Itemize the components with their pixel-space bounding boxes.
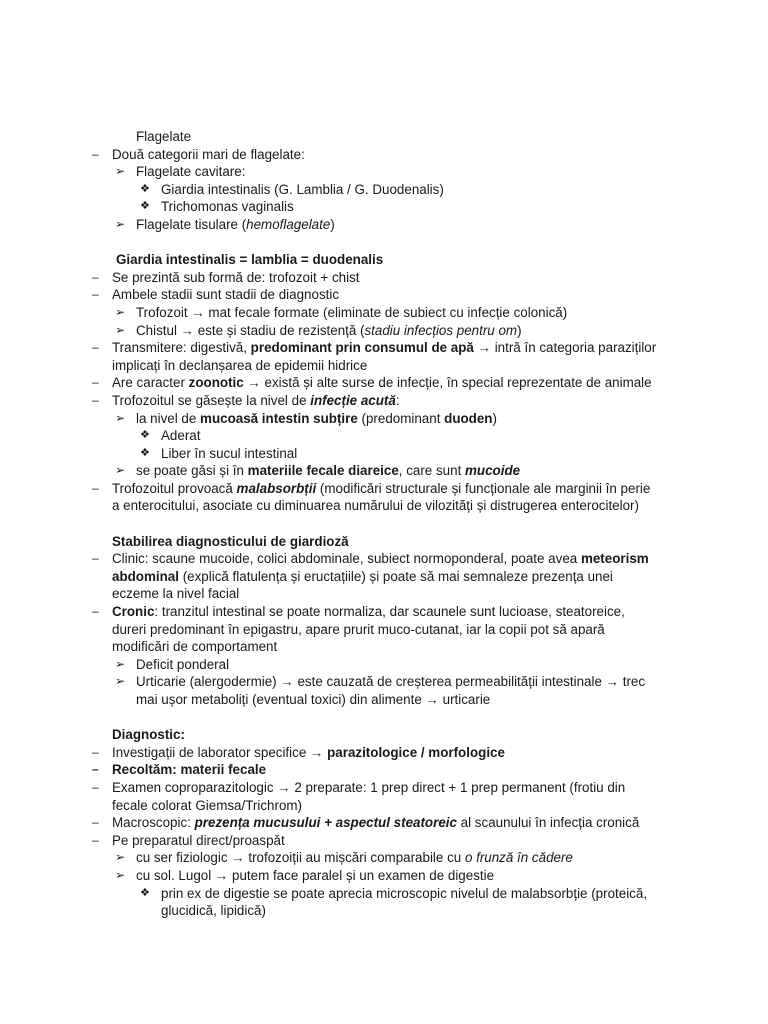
list-item: ❖ Aderat	[140, 428, 201, 444]
list-item: ❖ prin ex de digestie se poate aprecia microscopic nivelul de malabsorbție (proteică,	[140, 885, 648, 901]
list-item: – Ambele stadii sunt stadii de diagnostic	[92, 287, 340, 303]
list-item: ➢ Deficit ponderal	[115, 656, 230, 672]
dash-bullet: –	[92, 375, 99, 390]
list-item-continuation: mai ușor metaboliți (eventual toxici) din alimente → urticarie	[136, 692, 491, 707]
list-item: ➢ Flagelate cavitare:	[115, 164, 246, 180]
list-item: ➢ cu sol. Lugol → putem face paralel și un examen de digestie	[115, 867, 495, 883]
list-item-continuation: implicați în declanșarea de epidemii hidrice	[112, 357, 368, 373]
dash-bullet: –	[92, 604, 99, 619]
arrow-bullet-icon: ➢	[115, 867, 126, 882]
diamond-bullet-icon: ❖	[140, 446, 150, 459]
list-item: – Are caracter zoonotic → există și alte surse de infecție, în special reprezentate de animale	[92, 375, 652, 391]
dash-bullet: –	[92, 551, 99, 566]
arrow-bullet-icon: ➢	[115, 850, 126, 865]
arrow-bullet-icon: ➢	[115, 304, 126, 319]
list-item-continuation: abdominal (explică flatulența și eructațiile) și poate să mai semnaleze prezența unei	[112, 568, 613, 584]
list-item: – Două categorii mari de flagelate:	[92, 146, 305, 162]
list-item: ➢ Chistul → este și stadiu de rezistență (stadiu infecțios pentru om)	[115, 322, 522, 338]
dash-bullet: –	[92, 340, 99, 355]
dash-bullet: –	[92, 832, 99, 847]
dash-bullet: –	[92, 146, 99, 161]
diamond-bullet-icon: ❖	[140, 200, 150, 213]
list-item-continuation: eczeme la nivel facial	[112, 586, 240, 602]
dash-bullet: –	[92, 815, 99, 830]
list-item: – Se prezintă sub formă de: trofozoit + chist	[92, 269, 360, 285]
list-item: ➢ cu ser fiziologic → trofozoiții au mișcări comparabile cu o frunză în cădere	[115, 850, 573, 866]
list-item: ➢ Flagelate tisulare (hemoflagelate)	[115, 216, 335, 232]
arrow-bullet-icon: ➢	[115, 463, 126, 478]
list-item: – Investigații de laborator specifice → parazitologice / morfologice	[92, 744, 505, 760]
dash-bullet: –	[92, 779, 99, 794]
list-item: – Recoltăm: materii fecale	[92, 762, 267, 778]
list-item: ➢ Trofozoit → mat fecale formate (eliminate de subiect cu infecție colonică)	[115, 304, 568, 320]
arrow-bullet-icon: ➢	[115, 674, 126, 689]
section-title-diagnostic: Diagnostic:	[112, 727, 185, 743]
dash-bullet: –	[92, 287, 99, 302]
dash-bullet: –	[92, 762, 99, 777]
list-item-continuation: glucidică, lipidică)	[161, 903, 266, 919]
list-item: – Pe preparatul direct/proaspăt	[92, 832, 285, 848]
list-item-continuation: modificări de comportament	[112, 639, 278, 655]
list-item: – Trofozoitul se găsește la nivel de infecție acută:	[92, 392, 400, 408]
diamond-bullet-icon: ❖	[140, 429, 150, 442]
section-title-stabilirea: Stabilirea diagnosticului de giardioză	[112, 533, 349, 549]
dash-bullet: –	[92, 744, 99, 759]
list-item-continuation: a enterocitului, asociate cu diminuarea numărului de vilozități și distrugerea enterocitelor)	[112, 498, 639, 514]
arrow-bullet-icon: ➢	[115, 656, 126, 671]
list-item: – Trofozoitul provoacă malabsorbții (modificări structurale și funcționale ale marginii în perie	[92, 480, 651, 496]
list-item: – Macroscopic: prezența mucusului + aspectul steatoreic al scaunului în infecția cronică	[92, 815, 640, 831]
document-page	[0, 128, 768, 920]
list-item: ➢ la nivel de mucoasă intestin subțire (predominant duoden)	[115, 410, 497, 426]
section-title-giardia: Giardia intestinalis = lamblia = duodenalis	[116, 252, 384, 268]
list-item-continuation: fecale colorat Giemsa/Trichrom)	[112, 797, 302, 813]
list-item: ➢ se poate găsi și în materiile fecale diareice, care sunt mucoide	[115, 463, 521, 479]
list-item: – Examen coproparazitologic → 2 preparate: 1 prep direct + 1 prep permanent (frotiu din	[92, 779, 626, 795]
list-item-continuation: dureri predominant în epigastru, apare prurit muco-cutanat, iar la copii pot să apară	[112, 621, 605, 637]
list-item: ❖ Liber în sucul intestinal	[140, 445, 298, 461]
arrow-bullet-icon: ➢	[115, 164, 126, 179]
dash-bullet: –	[92, 269, 99, 284]
dash-bullet: –	[92, 480, 99, 495]
list-item: – Transmitere: digestivă, predominant prin consumul de apă → intră în categoria paraziților	[92, 340, 657, 356]
diamond-bullet-icon: ❖	[140, 886, 150, 899]
list-item: – Clinic: scaune mucoide, colici abdominale, subiect normoponderal, poate avea meteorism	[92, 551, 649, 567]
diamond-bullet-icon: ❖	[140, 182, 150, 195]
arrow-bullet-icon: ➢	[115, 216, 126, 231]
list-item: ❖ Trichomonas vaginalis	[140, 199, 294, 215]
arrow-bullet-icon: ➢	[115, 322, 126, 337]
section-title-flagelate: Flagelate	[136, 129, 192, 144]
arrow-bullet-icon: ➢	[115, 410, 126, 425]
list-item: ❖ Giardia intestinalis (G. Lamblia / G. Duodenalis)	[140, 181, 444, 197]
list-item: ➢ Urticarie (alergodermie) → este cauzată de creșterea permeabilității intestinale → trec	[115, 674, 646, 690]
list-item: – Cronic: tranzitul intestinal se poate normaliza, dar scaunele sunt lucioase, steatoreice,	[92, 604, 625, 620]
dash-bullet: –	[92, 392, 99, 407]
